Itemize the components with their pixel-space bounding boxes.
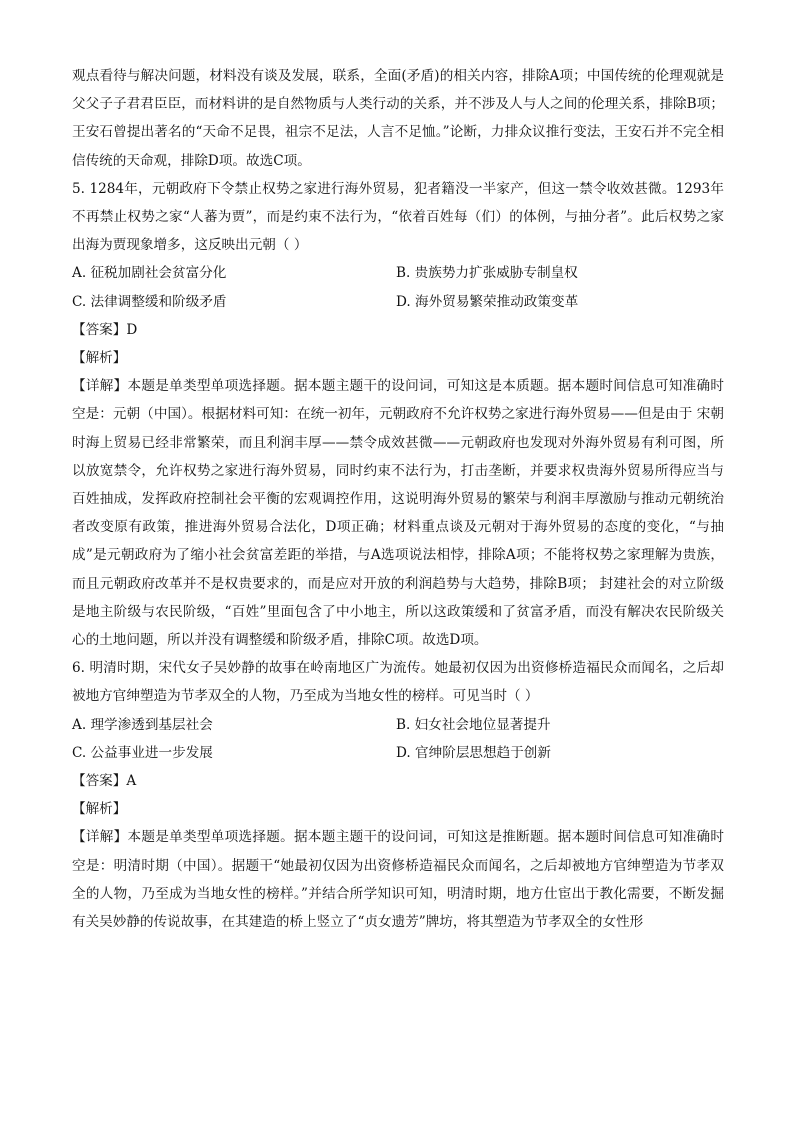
option-d: D. 海外贸易繁荣推动政策变革 [396, 293, 579, 310]
question-5 [72, 175, 724, 654]
option-c: C. 法律调整缓和阶级矛盾 [72, 293, 227, 310]
options-row-1 [72, 711, 724, 739]
analysis-label: 【解析】 [72, 350, 127, 367]
option-b: B. 妇女社会地位显著提升 [396, 716, 551, 733]
options-row-2 [72, 739, 724, 767]
question-6 [72, 654, 724, 936]
option-c: C. 公益事业进一步发展 [72, 744, 213, 761]
option-d: D. 官绅阶层思想趋于创新 [396, 744, 551, 761]
option-b: B. 贵族势力扩张威胁专制皇权 [396, 265, 578, 282]
analysis-label: 【解析】 [72, 801, 127, 818]
options-row-1 [72, 259, 724, 287]
intro-paragraph: 观点看待与解决问题，材料没有谈及发展，联系，全面(矛盾)的相关内容，排除A项；中国传统的伦理观就是父父子子君君臣臣，而材料讲的是自然物质与人类行动的关系，并不涉及人与人之间的伦理关系，排除B项；王安石曾提出著名的“天命不足畏，祖宗不足法，人言不足恤。”论断，力排众议推行变法，王安石并不完全相信传统的天命观，排除D项。故选C项。 [72, 68, 724, 169]
document-page [72, 62, 724, 936]
answer-label: 【答案】D [72, 321, 138, 338]
answer-label: 【答案】A [72, 773, 137, 790]
options-row-2 [72, 288, 724, 316]
detail-paragraph: 【详解】本题是单类型单项选择题。据本题主题干的设问词，可知这是本质题。据本题时间信息可知准确时空是：元朝（中国）。根据材料可知：在统一初年，元朝政府不允许权势之家进行海外贸易——但是由于 宋朝时海上贸易已经非常繁荣，而且利润丰厚——禁令成效甚微——元朝政府也发现对外海外贸易有利可图，所以放宽禁令，允许权势之家进行海外贸易，同时约束不法行为，打击垄断，并要求权贵海外贸易所得应当与百姓抽成，发挥政府控制社会平衡的宏观调控作用，这说明海外贸易的繁荣与利润丰厚激励与推动元朝统治者改变原有政策，推进海外贸易合法化，D项正确；材料重点谈及元朝对于海外贸易的态度的变化，“与抽成”是元朝政府为了缩小社会贫富差距的举措，与A选项说法相悖，排除A项；不能将权势之家理解为贵族， 而且元朝政府改革并不是权贵要求的，而是应对开放的利润趋势与大趋势，排除B项； 封建社会的对立阶级是地主阶级与农民阶级，“百姓”里面包含了中小地主，所以这政策缓和了贫富矛盾，而没有解决农民阶级关心的土地问题，所以并没有调整缓和阶级矛盾，排除C项。故选D项。 [72, 378, 724, 649]
option-a: A. 征税加剧社会贫富分化 [72, 265, 227, 282]
detail-paragraph: 【详解】本题是单类型单项选择题。据本题主题干的设问词，可知这是推断题。据本题时间信息可知准确时空是：明清时期（中国）。据题干“她最初仅因为出资修桥造福民众而闻名，之后却被地方官绅塑造为节孝双全的人物，乃至成为当地女性的榜样。”并结合所学知识可知，明清时期，地方仕宦出于教化需要，不断发掘有关吴妙静的传说故事，在其建造的桥上竖立了“贞女遗芳”牌坊，将其塑造为节孝双全的女性形 [72, 829, 724, 931]
question-stem: 6. 明清时期，宋代女子吴妙静的故事在岭南地区广为流传。她最初仅因为出资修桥造福民众而闻名，之后却被地方官绅塑造为节孝双全的人物，乃至成为当地女性的榜样。可见当时（ ） [72, 660, 724, 705]
option-a: A. 理学渗透到基层社会 [72, 716, 213, 733]
question-stem: 5. 1284年，元朝政府下令禁止权势之家进行海外贸易，犯者籍没一半家产，但这一禁令收效甚微。1293年不再禁止权势之家“人蕃为贾”，而是约束不法行为，“依着百姓每（们）的体例，与抽分者”。此后权势之家出海为贾现象增多，这反映出元朝（ ） [72, 180, 724, 254]
